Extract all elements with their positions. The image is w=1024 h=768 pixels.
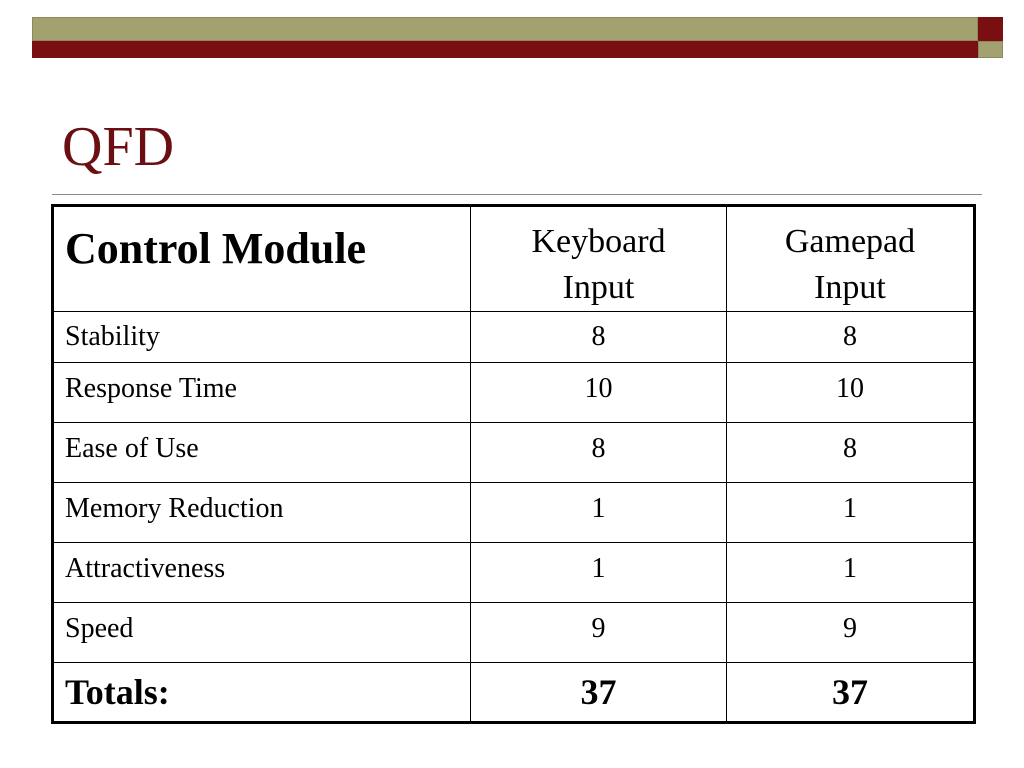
qfd-table: [51, 204, 976, 724]
keyboard-score: 9: [471, 603, 727, 663]
row-label: Memory Reduction: [53, 483, 471, 543]
column-header-gamepad: [727, 206, 975, 312]
table-row: [53, 543, 975, 603]
table-row: [53, 483, 975, 543]
row-label: Attractiveness: [53, 543, 471, 603]
title-divider: [52, 194, 982, 195]
gamepad-score: 8: [727, 312, 975, 363]
column-header-line: Gamepad: [784, 223, 916, 260]
table-row: [53, 363, 975, 423]
gamepad-score: 10: [727, 363, 975, 423]
row-label: Response Time: [53, 363, 471, 423]
column-header-line: Input: [562, 269, 635, 306]
header-square-maroon: [978, 17, 1003, 41]
header-bar-maroon: [32, 41, 978, 58]
header-square-olive: [978, 41, 1003, 58]
row-label: Ease of Use: [53, 423, 471, 483]
keyboard-score: 10: [471, 363, 727, 423]
keyboard-score: 8: [471, 423, 727, 483]
keyboard-score: 1: [471, 543, 727, 603]
totals-row: [53, 663, 975, 723]
gamepad-score: 1: [727, 483, 975, 543]
gamepad-score: 8: [727, 423, 975, 483]
table-row: [53, 312, 975, 363]
row-label: Stability: [53, 312, 471, 363]
table-row: [53, 423, 975, 483]
keyboard-score: 8: [471, 312, 727, 363]
header-bar-olive: [32, 17, 978, 41]
table-header-row: [53, 206, 975, 312]
gamepad-score: 1: [727, 543, 975, 603]
column-header-line: Input: [814, 269, 886, 306]
column-header-line: Keyboard: [531, 223, 666, 260]
totals-label: Totals:: [53, 663, 471, 723]
column-header-keyboard: [471, 206, 727, 312]
gamepad-total: 37: [727, 663, 975, 723]
gamepad-score: 9: [727, 603, 975, 663]
keyboard-score: 1: [471, 483, 727, 543]
slide-title: QFD: [62, 116, 175, 178]
row-label: Speed: [53, 603, 471, 663]
corner-header: Control Module: [53, 206, 471, 312]
table-row: [53, 603, 975, 663]
keyboard-total: 37: [471, 663, 727, 723]
